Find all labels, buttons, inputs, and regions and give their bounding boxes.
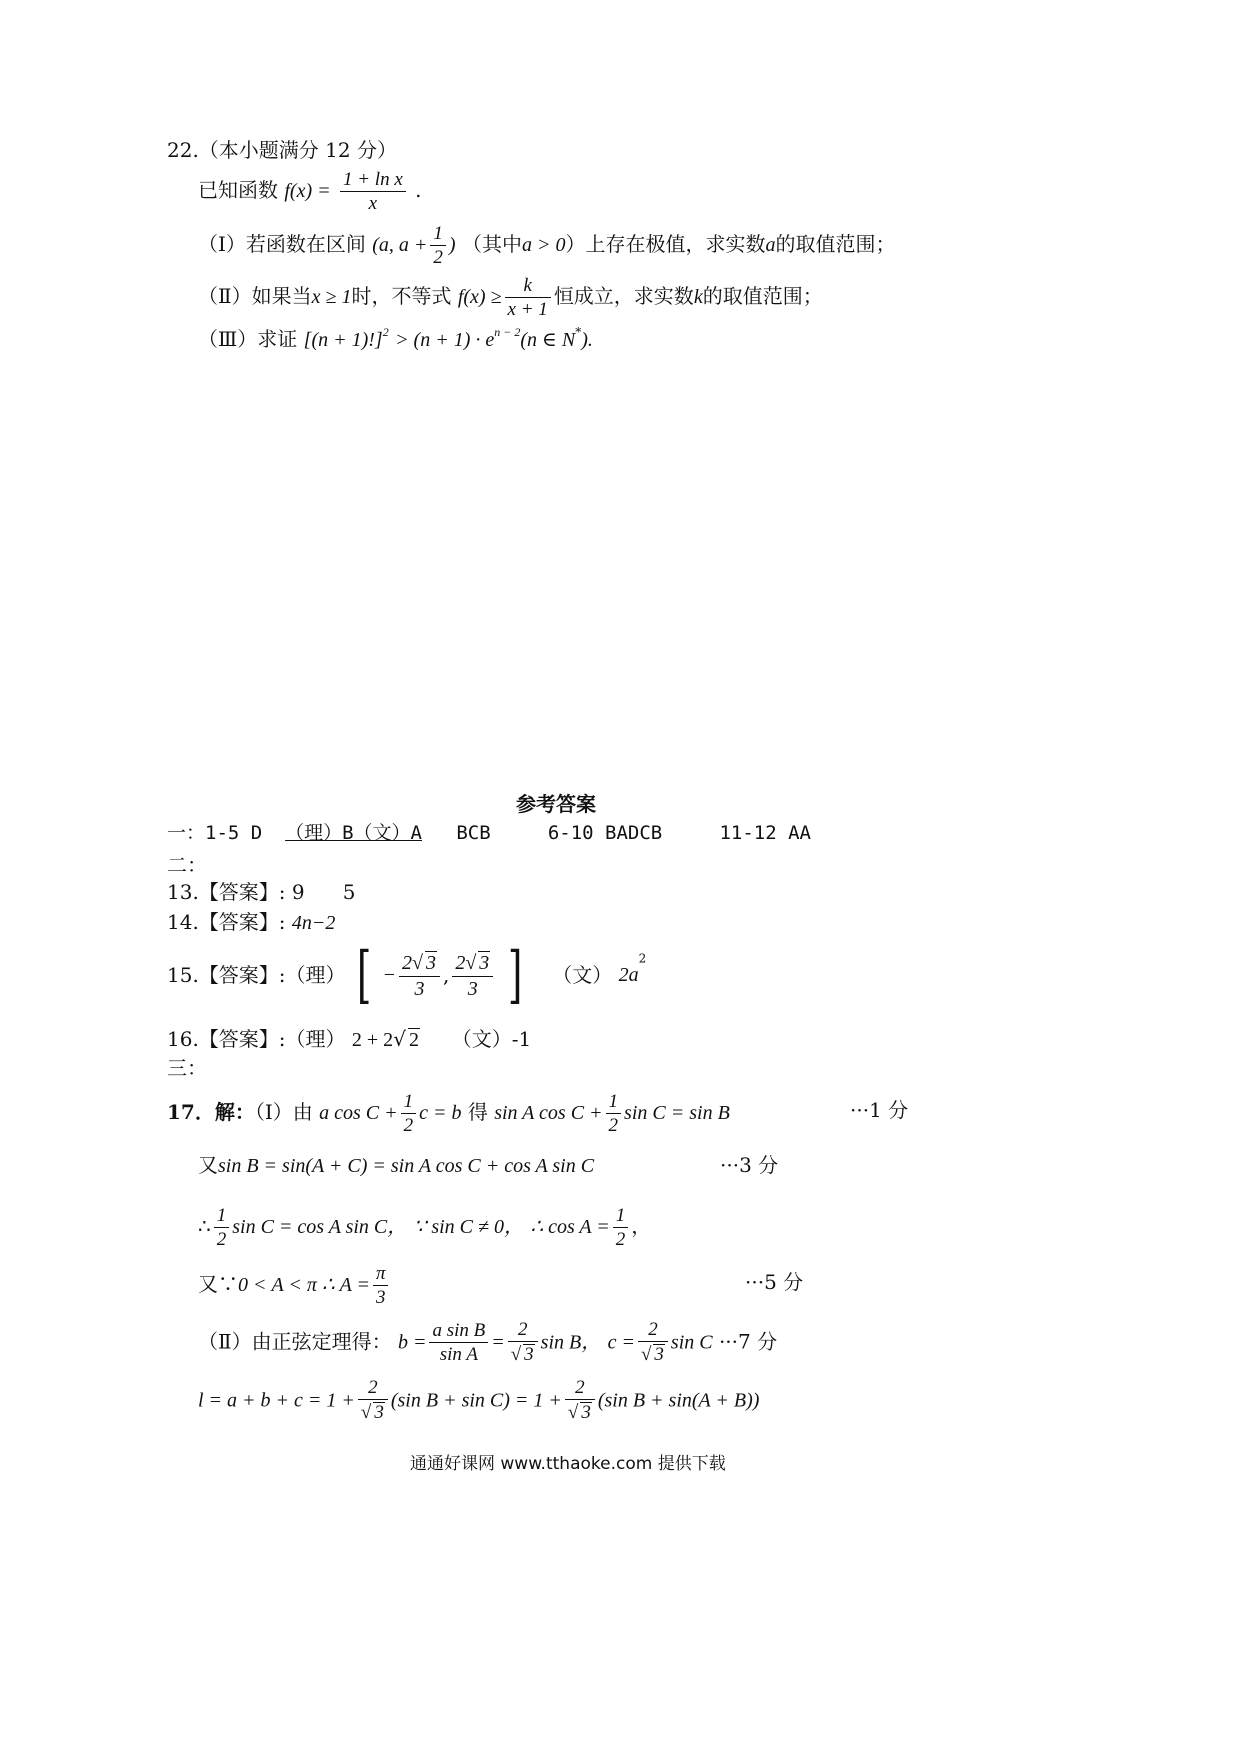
answer-14 <box>167 912 335 933</box>
answers-row2: 二： <box>167 853 207 877</box>
a15-fraction-1: $\frac{2√ 3}{3}$ <box>399 951 440 999</box>
part1-rest: ）上存在极值，求实数 <box>565 232 766 256</box>
a16-wen: （文）-1 <box>451 1027 532 1051</box>
l5-a: （Ⅱ）由正弦定理得： <box>198 1329 392 1354</box>
l1-m2: c = b <box>419 1102 462 1124</box>
part1-end: 的取值范围； <box>775 232 896 256</box>
l1-b: 得 <box>467 1100 488 1124</box>
footer-credit: 通通好课网 www.tthaoke.com 提供下载 <box>410 1454 726 1474</box>
half-num-3: 1 <box>214 1206 230 1228</box>
sol17-line6 <box>198 1378 759 1424</box>
half-num-4: 1 <box>613 1206 629 1228</box>
l6-num-2: 2 <box>565 1378 595 1400</box>
part2-num: k <box>505 276 551 298</box>
pi-den: 3 <box>375 1287 386 1308</box>
l5-m4: sin C <box>670 1331 713 1354</box>
part3-expr: [(n + 1)!] <box>303 329 383 351</box>
score-1: ···1 分 <box>850 1098 909 1122</box>
row1-part-d: 11-12 AA <box>719 822 811 844</box>
answer-15 <box>167 938 647 1011</box>
part2-var: k <box>693 286 703 308</box>
l3-m1: sin C = cos A sin C， <box>232 1216 408 1238</box>
l5-num-1: a sin B <box>429 1321 488 1343</box>
l5-fraction-3: $\frac{2}{√ 3}$ <box>638 1320 668 1366</box>
l3-a: ∴ <box>198 1214 211 1238</box>
answer-16: 16.【答案】:（理） 2 + 2√ 2 （文）-1 <box>167 1027 532 1051</box>
score-7: ···7 分 <box>718 1329 778 1354</box>
half-num: 1 <box>430 224 446 246</box>
l5-den-2: 3 <box>524 1344 534 1365</box>
l2-m: sin B = sin(A + C) = sin A cos C + cos A sin C <box>218 1155 595 1177</box>
row1-part-b: BCB <box>456 822 491 844</box>
l1-m3: sin A cos C + <box>494 1102 603 1124</box>
part2-cond: x ≥ 1 <box>311 286 352 308</box>
interval-close: ) <box>448 234 456 256</box>
l2-a: 又 <box>198 1153 218 1177</box>
part3-exponent: n − 2 <box>494 325 521 339</box>
q22-part2 <box>198 276 823 319</box>
a15-den-1: 3 <box>414 978 425 1000</box>
a16-rad: 2 <box>408 1029 419 1051</box>
l1-half-1 <box>401 1092 417 1135</box>
a15-rad-1: 3 <box>425 952 436 974</box>
answer-13 <box>167 882 356 902</box>
score-5: ···5 分 <box>745 1270 804 1294</box>
part2-label: （Ⅱ）如果当 <box>198 284 312 308</box>
part2-ineq: f(x) ≥ <box>457 286 502 308</box>
l5-num-3: 2 <box>638 1320 668 1342</box>
pi-num: π <box>373 1264 389 1286</box>
l5-fraction-2: $\frac{2}{√ 3}$ <box>508 1320 538 1366</box>
l3-m2: ∵ sin C ≠ 0， <box>413 1216 524 1238</box>
row1-underlined: （理）B（文）A <box>285 822 422 844</box>
half-den-1: 2 <box>403 1115 414 1136</box>
a16-value: 2 + 2 <box>351 1029 394 1051</box>
l5-m3: c = <box>607 1331 635 1354</box>
part1-var: a <box>765 234 776 256</box>
sol17-line4 <box>198 1264 391 1307</box>
l5-fraction-1 <box>429 1321 488 1364</box>
sol17-line1 <box>167 1092 730 1135</box>
l5-den-3: 3 <box>654 1344 664 1365</box>
a15-fraction-2: $\frac{2√ 3}{3}$ <box>452 951 493 999</box>
l6-den-1: 3 <box>374 1402 384 1423</box>
a14-label: 14.【答案】: <box>167 910 286 934</box>
l6-fraction-1: $\frac{2}{√ 3}$ <box>358 1378 388 1424</box>
l1-a: （Ⅰ）由 <box>254 1100 313 1124</box>
stem-suffix: . <box>415 178 422 202</box>
part3-end: ). <box>581 329 593 351</box>
l6-m2: (sin B + sin C) = 1 + <box>390 1389 562 1412</box>
sol17-line2 <box>198 1155 594 1176</box>
row1-part-c: 6-10 BADCB <box>547 822 663 844</box>
l3-half-1 <box>214 1206 230 1249</box>
function-fraction <box>340 170 406 213</box>
a15-den-2: 3 <box>467 978 478 1000</box>
l3-m3: ∴ cos A = <box>530 1216 610 1238</box>
a13-value2: 5 <box>342 880 356 904</box>
fraction-numerator: 1 + ln x <box>340 170 406 192</box>
sol17-line5 <box>198 1320 777 1366</box>
l6-den-2: 3 <box>581 1402 591 1423</box>
l6-m3: (sin B + sin(A + B)) <box>597 1389 760 1412</box>
half-fraction <box>430 224 446 267</box>
a15-num-1: 2 <box>401 952 412 974</box>
part1-label: （Ⅰ）若函数在区间 <box>198 232 366 256</box>
a14-value: 4n−2 <box>291 912 336 934</box>
part3-mid: > (n + 1) · e <box>395 329 495 351</box>
half-den-2: 2 <box>608 1115 619 1136</box>
part3-star: * <box>575 325 582 339</box>
a15-rad-2: 3 <box>479 952 490 974</box>
answers-row1 <box>167 824 811 843</box>
part2-fraction <box>505 276 551 319</box>
a15-num-2: 2 <box>455 952 466 974</box>
l5-den-1: sin A <box>439 1344 478 1366</box>
half-num-2: 1 <box>606 1092 622 1114</box>
q22-part3 <box>198 326 593 350</box>
part2-end: 的取值范围； <box>702 284 823 308</box>
sol17-head: 17．解： <box>167 1100 255 1124</box>
l4-pi-fraction <box>373 1264 389 1307</box>
l5-m2: sin B， <box>540 1331 602 1354</box>
q22-stem <box>198 170 421 213</box>
l6-num-1: 2 <box>358 1378 388 1400</box>
part3-set: (n ∈ N <box>520 329 576 351</box>
half-den: 2 <box>433 247 443 268</box>
a16-label: 16.【答案】:（理） <box>167 1027 346 1051</box>
l6-fraction-2: $\frac{2}{√ 3}$ <box>565 1378 595 1424</box>
answers-title: 参考答案 <box>516 792 596 816</box>
l6-m1: l = a + b + c = 1 + <box>198 1389 355 1412</box>
a15-label: 15.【答案】:（理） <box>167 963 346 987</box>
left-bracket: [ <box>356 938 372 1011</box>
l4-a: 又∵ <box>198 1272 238 1296</box>
half-den-4: 2 <box>615 1229 626 1250</box>
sol17-line3 <box>198 1206 651 1249</box>
q22-header: 22.（本小题满分 12 分） <box>167 138 397 162</box>
a15-wen-sup: 2 <box>638 951 647 966</box>
l5-m1: b = <box>397 1331 427 1354</box>
a15-comma: , <box>442 963 450 987</box>
part3-label: （Ⅲ）求证 <box>198 327 298 351</box>
interval-open: (a, a + <box>372 234 428 256</box>
stem-prefix: 已知函数 <box>198 178 278 202</box>
half-num-1: 1 <box>401 1092 417 1114</box>
score-3: ···3 分 <box>720 1153 779 1177</box>
part2-den: x + 1 <box>507 299 548 320</box>
l5-num-2: 2 <box>508 1320 538 1342</box>
part2-rest: 恒成立，求实数 <box>553 284 694 308</box>
part1-cond: （其中 <box>461 232 522 256</box>
row1-part-a: 一：1-5 D <box>167 822 263 844</box>
l3-end: ， <box>631 1214 652 1238</box>
a13-value1: 9 <box>291 880 305 904</box>
l5-eq: = <box>491 1331 505 1354</box>
a15-wen: （文） <box>552 963 613 987</box>
function-f: f(x) = <box>284 180 331 202</box>
l4-m: 0 < A < π ∴ A = <box>238 1274 370 1296</box>
a13-label: 13.【答案】: <box>167 880 286 904</box>
part2-mid: 时，不等式 <box>351 284 452 308</box>
part3-square: 2 <box>382 325 389 339</box>
fraction-denominator: x <box>368 193 378 214</box>
l1-m4: sin C = sin B <box>624 1102 730 1124</box>
a15-wen-value: 2a <box>618 964 639 986</box>
half-den-3: 2 <box>216 1229 227 1250</box>
l3-half-2 <box>613 1206 629 1249</box>
right-bracket: ] <box>507 938 523 1011</box>
answers-row3: 三： <box>167 1056 207 1080</box>
q22-part1 <box>198 224 895 267</box>
a15-neg: − <box>382 964 396 986</box>
l1-m1: a cos C + <box>319 1102 398 1124</box>
part1-cond-math: a > 0 <box>521 234 566 256</box>
l1-half-2 <box>606 1092 622 1135</box>
